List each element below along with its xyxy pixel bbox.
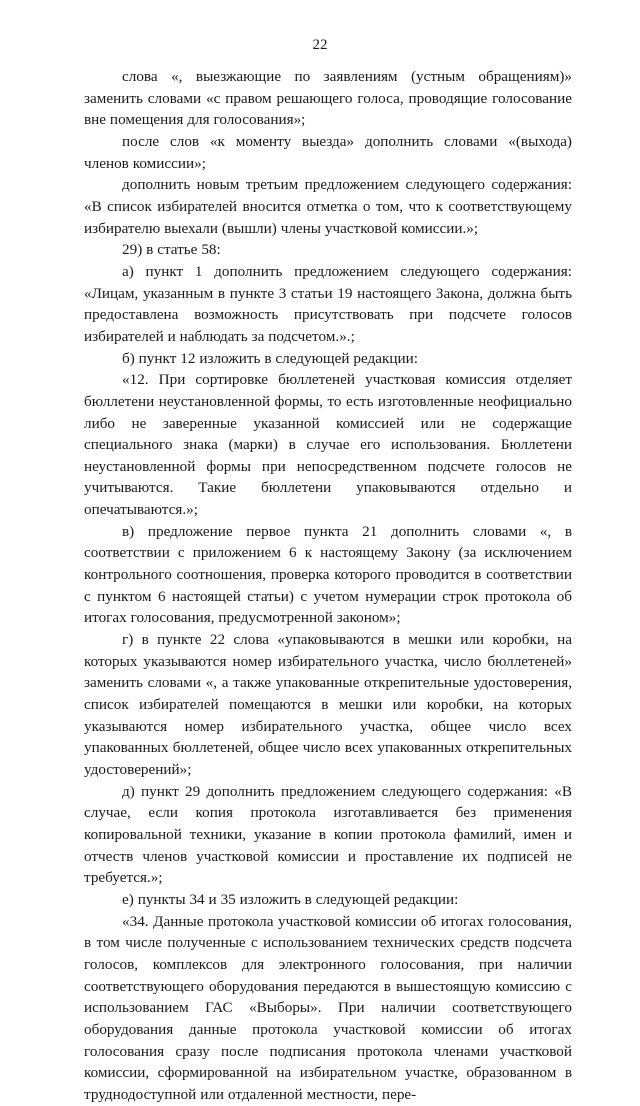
paragraph: 29) в статье 58:: [122, 241, 221, 259]
document-body: [84, 66, 572, 1106]
paragraph: слова «, выезжающие по заявлениям (устным обращениям)» заменить словами «с правом решающего голоса, проводящие голосование вне помещения для голосования»;: [84, 68, 572, 129]
paragraph: в) предложение первое пункта 21 дополнить словами «, в соответствии с приложением 6 к настоящему Закону (за исключением контрольного соотношения, проверка которого проводится в соответствии с пунктом 6 настоящей статьи) с учетом нумерации строк протокола об итогах голосования, предусмотренной законом»;: [84, 522, 572, 627]
paragraph: д) пункт 29 дополнить предложением следующего содержания: «В случае, если копия протокола изготавливается без применения копировальной техники, указание в копии протокола фамилий, имен и отчеств членов участковой комиссии и проставление их подписей не требуется.»;: [84, 782, 572, 887]
paragraph: г) в пункте 22 слова «упаковываются в мешки или коробки, на которых указываются номер избирательного участка, число бюллетеней» заменить словами «, а также упакованные открепительные удостоверения, список избирателей помещаются в мешки или коробки, на которых указываются номер избирательного участка, общее число всех упакованных бюллетеней, общее число всех упакованных открепительных удостоверений»;: [84, 631, 572, 778]
paragraph: «12. При сортировке бюллетеней участковая комиссия отделяет бюллетени неустановленной формы, то есть изготовленные неофициально либо не заверенные указанной комиссией или не содержащие специального знака (марки) в случае его использования. Бюллетени неустановленной формы при непосредственном подсчете голосов не учитываются. Такие бюллетени упаковываются отдельно и опечатываются.»;: [84, 371, 572, 519]
paragraph: «34. Данные протокола участковой комиссии об итогах голосования, в том числе полученные с использованием технических средств подсчета голосов, комплексов для электронного голосования, при наличии соответствующего оборудования передаются в вышестоящую комиссию с использованием ГАС «Выборы». При наличии соответствующего оборудования данные протокола участковой комиссии об итогах голосования сразу после подписания протокола членами участковой комиссии, сформированной на избирательном участке, образованном в труднодоступной или отдаленной местности, пере-: [84, 912, 572, 1103]
paragraph: б) пункт 12 изложить в следующей редакции:: [122, 349, 418, 367]
paragraph: е) пункты 34 и 35 изложить в следующей редакции:: [122, 890, 459, 908]
page-number: 22: [312, 37, 328, 53]
paragraph: а) пункт 1 дополнить предложением следующего содержания: «Лицам, указанным в пункте 3 статьи 19 настоящего Закона, должна быть предоставлена возможность присутствовать при подсчете голосов избирателей и наблюдать за подсчетом.».;: [84, 262, 572, 345]
paragraph: после слов «к моменту выезда» дополнить словами «(выхода) членов комиссии»;: [84, 132, 572, 172]
paragraph: дополнить новым третьим предложением следующего содержания: «В список избирателей вносится отметка о том, что к соответствующему избирателю выехали (вышли) члены участковой комиссии.»;: [84, 176, 572, 237]
